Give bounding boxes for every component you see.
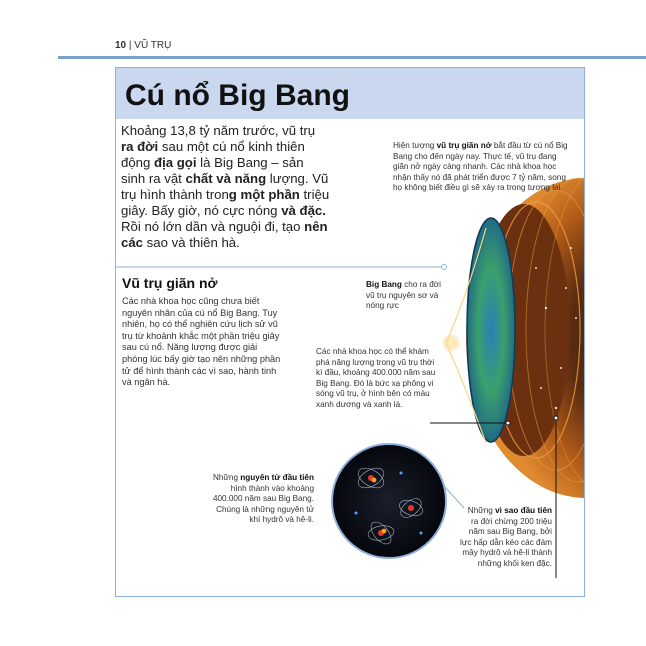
radiation-label: Các nhà khoa học có thể khám phá năng lượng trong vũ trụ thời kì đầu, khoảng 400.000 năm sau Big Bang. Đó là bức xạ phông vi sóng vũ trụ, ở hình bên có màu xanh dương và xanh lá. <box>316 347 436 409</box>
expansion-note: Hiện tượng vũ trụ giãn nở bắt đầu từ cú nổ Big Bang cho đến ngày nay. Thực tế, vũ trụ đang giãn nở ngày càng nhanh. Các nhà khoa học nhận thấy nó đã phát triển được 7 tỷ năm, song họ không biết điều gì sẽ xảy ra trong tương lai. <box>393 141 568 193</box>
page-header <box>115 40 171 51</box>
atoms-pointer <box>444 486 464 508</box>
page-top-bar <box>58 56 646 59</box>
big-bang-label: Big Bang cho ra đời vũ trụ nguyên sơ và nóng rực <box>366 280 441 311</box>
section-name: VŨ TRỤ <box>134 40 172 51</box>
subsection-body: Các nhà khoa học cũng chưa biết nguyên nhân của cú nổ Big Bang. Tuy nhiên, họ có thể nghiên cứu lịch sử vũ trụ từ khoảnh khắc một phần triệu giây sau cú nổ. Năng lượng được giải phóng lúc bấy giờ tạo nên những phần tử để hình thành các vì sao, hành tinh và ngân hà. <box>122 296 281 388</box>
intro-paragraph: Khoảng 13,8 tỷ năm trước, vũ trụ ra đời sau một cú nổ kinh thiên động địa gọi là Big Bang – sản sinh ra vật chất và năng lượng. Vũ trụ hình thành trong một phần triệu giây. Bấy giờ, nó cực nóng và đặc. Rồi nó lớn dần và nguội đi, tạo nên các sao và thiên hà. <box>121 123 330 250</box>
atoms-inset <box>332 444 446 558</box>
page-title: Cú nổ Big Bang <box>125 79 350 112</box>
header-separator: | <box>128 40 132 51</box>
big-bang-flash <box>441 333 461 353</box>
atoms-label: Những nguyên tử đầu tiên hình thành vào khoảng 400.000 năm sau Big Bang. Chúng là những nguyên tử khí hydrô và hê-li. <box>212 473 314 525</box>
stars-label: Những vì sao đầu tiên ra đời chừng 200 triệu năm sau Big Bang, bởi lực hấp dẫn kéo các đám mây hydrô và hê-li thành những khối ken đặc. <box>460 506 552 568</box>
content-frame <box>115 67 585 597</box>
page-number: 10 <box>115 40 127 51</box>
subsection-heading: Vũ trụ giãn nở <box>122 275 218 291</box>
